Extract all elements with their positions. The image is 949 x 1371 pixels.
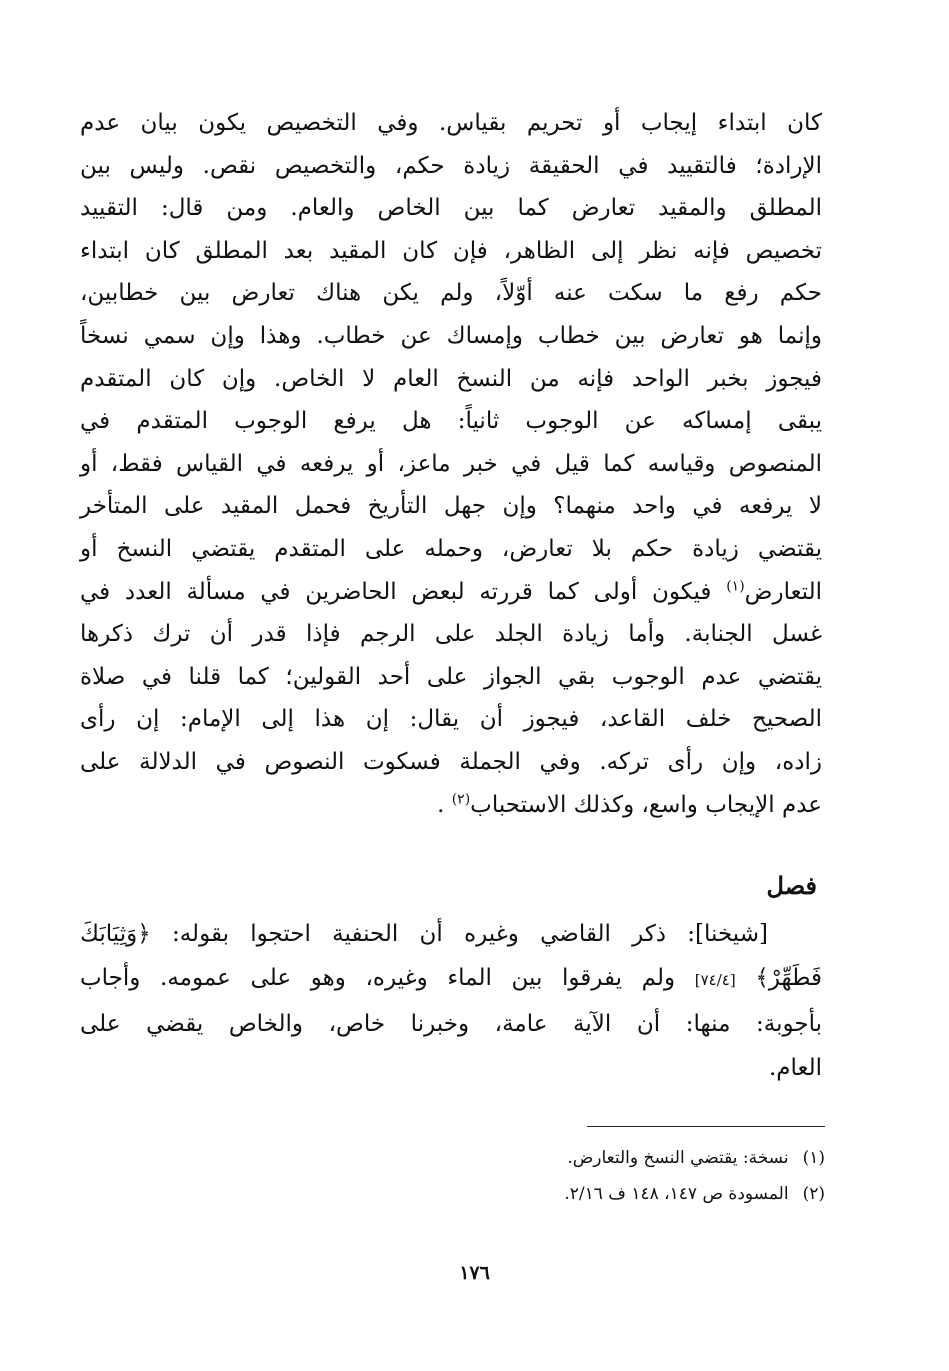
body-line-prefix: التعارض: [744, 578, 823, 605]
body-line: يقتضي عدم الوجوب بقي الجواز على أحد القولين؛ كما قلنا في صلاة: [80, 663, 822, 690]
footnote-item: [225, 1140, 825, 1176]
quran-verse-end: فَطَهِّرْ﴾: [755, 965, 822, 991]
body-line: حكم رفع ما سكت عنه أوّلاً، ولم يكن هناك تعارض بين خطابين،: [80, 280, 822, 307]
page-number: ١٧٦: [459, 1262, 490, 1284]
main-body-text: [80, 102, 822, 826]
body-line: فيجوز بخبر الواحد فإنه من النسخ العام لا الخاص. وإن كان المتقدم: [80, 365, 822, 392]
body-line: تخصيص فإنه نظر إلى الظاهر، فإن كان المقيد بعد المطلق كان ابتداء: [80, 237, 822, 264]
footnote-item: [225, 1176, 825, 1212]
body-line-rest: فيكون أولى كما قررته لبعض الحاضرين في مسألة العدد في: [80, 578, 712, 605]
section-line: العام.: [768, 1055, 822, 1081]
section-body-text: [80, 912, 822, 1090]
body-line-text: عدم الإيجاب واسع، وكذلك الاستحباب: [470, 791, 822, 818]
footnote-number: (٢): [802, 1184, 825, 1204]
body-line: غسل الجنابة. وأما زيادة الجلد على الرجم فإذا قدر أن ترك ذكرها: [80, 621, 822, 648]
body-line: المنصوص وقياسه كما قيل في خبر ماعز، أو يرفعه في القياس فقط، أو: [80, 450, 822, 477]
body-line: يبقى إمساكه عن الوجوب ثانياً: هل يرفع الوجوب المتقدم في: [80, 408, 822, 435]
body-line-with-footnote: [80, 571, 822, 614]
section-line: [80, 956, 822, 1002]
footnote-marker-1: (١): [726, 577, 745, 594]
footnote-divider: [587, 1126, 825, 1127]
section-line-rest: ولم يفرقوا بين الماء وغيره، وهو على عمومه. وأجاب: [80, 965, 676, 991]
verse-reference: [٧٤/٤]: [694, 971, 736, 989]
body-line: الصحيح خلف القاعد، فيجوز أن يقال: إن هذا إلى الإمام: إن رأى: [80, 706, 822, 733]
body-line: زاده، وإن رأى تركه. وفي الجملة فسكوت النصوص في الدلالة على: [80, 748, 822, 775]
footnote-marker-2: (٢): [451, 790, 471, 807]
body-line: كان ابتداء إيجاب أو تحريم بقياس. وفي التخصيص يكون بيان عدم: [80, 110, 822, 136]
body-line: يقتضي زيادة حكم بلا تعارض، وحمله على المتقدم يقتضي النسخ أو: [80, 535, 822, 562]
footnote-number: (١): [802, 1148, 825, 1168]
section-title: فصل: [766, 871, 817, 900]
body-line: الإرادة؛ فالتقييد في الحقيقة زيادة حكم، والتخصيص نقص. وليس بين: [80, 152, 822, 179]
body-line: لا يرفعه في واحد منهما؟ وإن جهل التأريخ فحمل المقيد على المتأخر: [80, 493, 822, 520]
body-line: المطلق والمقيد تعارض كما بين الخاص والعام. ومن قال: التقييد: [80, 195, 822, 222]
period: .: [437, 791, 445, 818]
footnote-text: المسودة ص ١٤٧، ١٤٨ ف ٢/١٦.: [564, 1184, 789, 1204]
body-line-last: [80, 784, 822, 827]
body-line: وإنما هو تعارض بين خطاب وإمساك عن خطاب. وهذا وإن سمي نسخاً: [80, 322, 822, 349]
footnotes-list: [225, 1140, 825, 1212]
section-line: [شيخنا]: ذكر القاضي وغيره أن الحنفية احتجوا بقوله: ﴿وَثِيَابَكَ: [80, 921, 768, 947]
section-line: بأجوبة: منها: أن الآية عامة، وخبرنا خاص، والخاص يقضي على: [80, 1011, 822, 1037]
footnote-text: نسخة: يقتضي النسخ والتعارض.: [567, 1148, 789, 1168]
